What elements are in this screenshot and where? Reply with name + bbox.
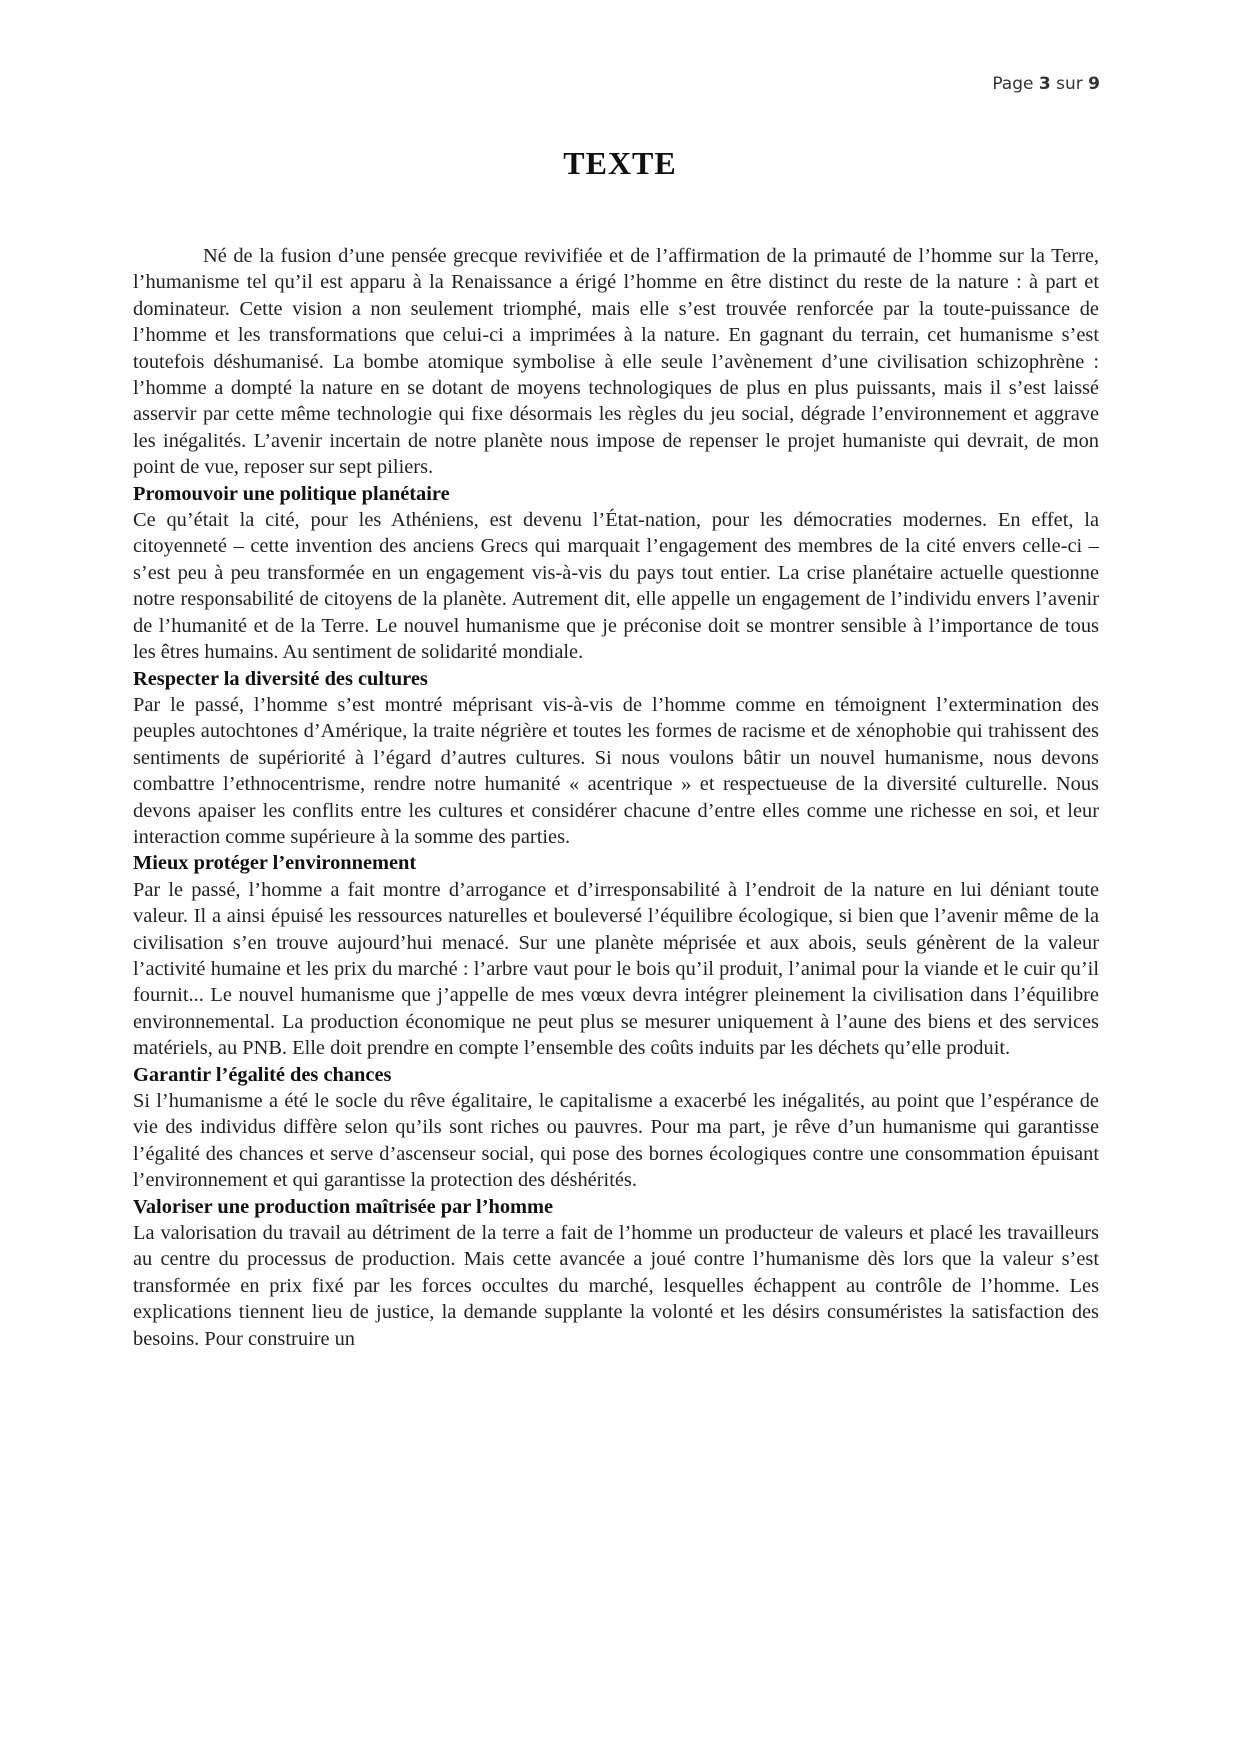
- section-heading-production: Valoriser une production maîtrisée par l’homme: [133, 1195, 554, 1218]
- section-heading-politique: Promouvoir une politique planétaire: [133, 482, 450, 505]
- section-body-environnement: Par le passé, l’homme a fait montre d’arrogance et d’irresponsabilité à l’endroit de la nature en lui déniant toute valeur. Il a ainsi épuisé les ressources naturelles et bouleversé l’équilibre écologique, si bien que l’avenir même de la civilisation s’en trouve aujourd’hui menacé. Sur une planète méprisée et aux abois, seuls génèrent de la valeur l’activité humaine et les prix du marché : l’arbre vaut pour le bois qu’il produit, l’animal pour la viande et le cuir qu’il fournit... Le nouvel humanisme que j’appelle de mes vœux devra intégrer pleinement la civilisation dans l’équilibre environnemental. La production économique ne peut plus se mesurer uniquement à l’aune des biens et des services matériels, au PNB. Elle doit prendre en compte l’ensemble des coûts induits par les déchets qu’elle produit.: [133, 878, 1099, 1060]
- section-body-cultures: Par le passé, l’homme s’est montré méprisant vis-à-vis de l’homme comme en témoignent l’extermination des peuples autochtones d’Amérique, la traite négrière et toutes les formes de racisme et de xénophobie qui trahissent des sentiments de supériorité à l’égard d’autres cultures. Si nous voulons bâtir un nouvel humanisme, nous devons combattre l’ethnocentrisme, rendre notre humanité « acentrique » et respectueuse de la diversité culturelle. Nous devons apaiser les conflits entre les cultures et considérer chacune d’entre elles comme une richesse en soi, et leur interaction comme supérieure à la somme des parties.: [133, 693, 1099, 848]
- page-number: [992, 74, 1100, 94]
- page-title: TEXTE: [563, 145, 677, 181]
- intro-paragraph: Né de la fusion d’une pensée grecque revivifiée et de l’affirmation de la primauté de l’homme sur la Terre, l’humanisme tel qu’il est apparu à la Renaissance a érigé l’homme en être distinct du reste de la nature : à part et dominateur. Cette vision a non seulement triomphé, mais elle s’est trouvée renforcée par la toute-puissance de l’homme et les transformations que celui-ci a imprimées à la nature. En gagnant du terrain, cet humanisme s’est toutefois déshumanisé. La bombe atomique symbolise à elle seule l’avènement d’une civilisation schizophrène : l’homme a dompté la nature en se dotant de moyens technologiques de plus en plus puissants, mais il s’est laissé asservir par cette même technologie qui fixe désormais les règles du jeu social, dégrade l’environnement et aggrave les inégalités. L’avenir incertain de notre planète nous impose de repenser le projet humaniste qui devrait, de mon point de vue, reposer sur sept piliers.: [133, 245, 1099, 479]
- page-prefix: Page: [992, 74, 1034, 94]
- page-separator: sur: [1056, 74, 1083, 94]
- section-body-egalite: Si l’humanisme a été le socle du rêve égalitaire, le capitalisme a exacerbé les inégalités, au point que l’espérance de vie des individus diffère selon qu’ils sont riches ou pauvres. Pour ma part, je rêve d’un humanisme qui garantisse l’égalité des chances et serve d’ascenseur social, qui pose des bornes écologiques contre une consommation épuisant l’environnement et qui garantisse la protection des déshérités.: [133, 1090, 1099, 1192]
- document-body: [133, 243, 1099, 1352]
- section-heading-egalite: Garantir l’égalité des chances: [133, 1063, 392, 1086]
- section-heading-environnement: Mieux protéger l’environnement: [133, 852, 417, 875]
- section-body-politique: Ce qu’était la cité, pour les Athéniens, est devenu l’État-nation, pour les démocraties modernes. En effet, la citoyenneté – cette invention des anciens Grecs qui marquait l’engagement des membres de la cité envers celle-ci – s’est peu à peu transformée en un engagement vis-à-vis du pays tout entier. La crise planétaire actuelle questionne notre responsabilité de citoyens de la planète. Autrement dit, elle appelle un engagement de l’individu envers l’avenir de l’humanité et de la Terre. Le nouvel humanisme que je préconise doit se montrer sensible à l’importance de tous les êtres humains. Au sentiment de solidarité mondiale.: [133, 509, 1099, 664]
- section-heading-cultures: Respecter la diversité des cultures: [133, 667, 428, 690]
- section-body-production: La valorisation du travail au détriment de la terre a fait de l’homme un producteur de valeurs et placé les travailleurs au centre du processus de production. Mais cette avancée a joué contre l’humanisme dès lors que la valeur s’est transformée en prix fixé par les forces occultes du marché, lesquelles échappent au contrôle de l’homme. Les explications tiennent lieu de justice, la demande supplante la volonté et les désirs consuméristes la satisfaction des besoins. Pour construire un: [133, 1222, 1099, 1350]
- total-pages: 9: [1088, 74, 1100, 94]
- current-page: 3: [1038, 74, 1051, 94]
